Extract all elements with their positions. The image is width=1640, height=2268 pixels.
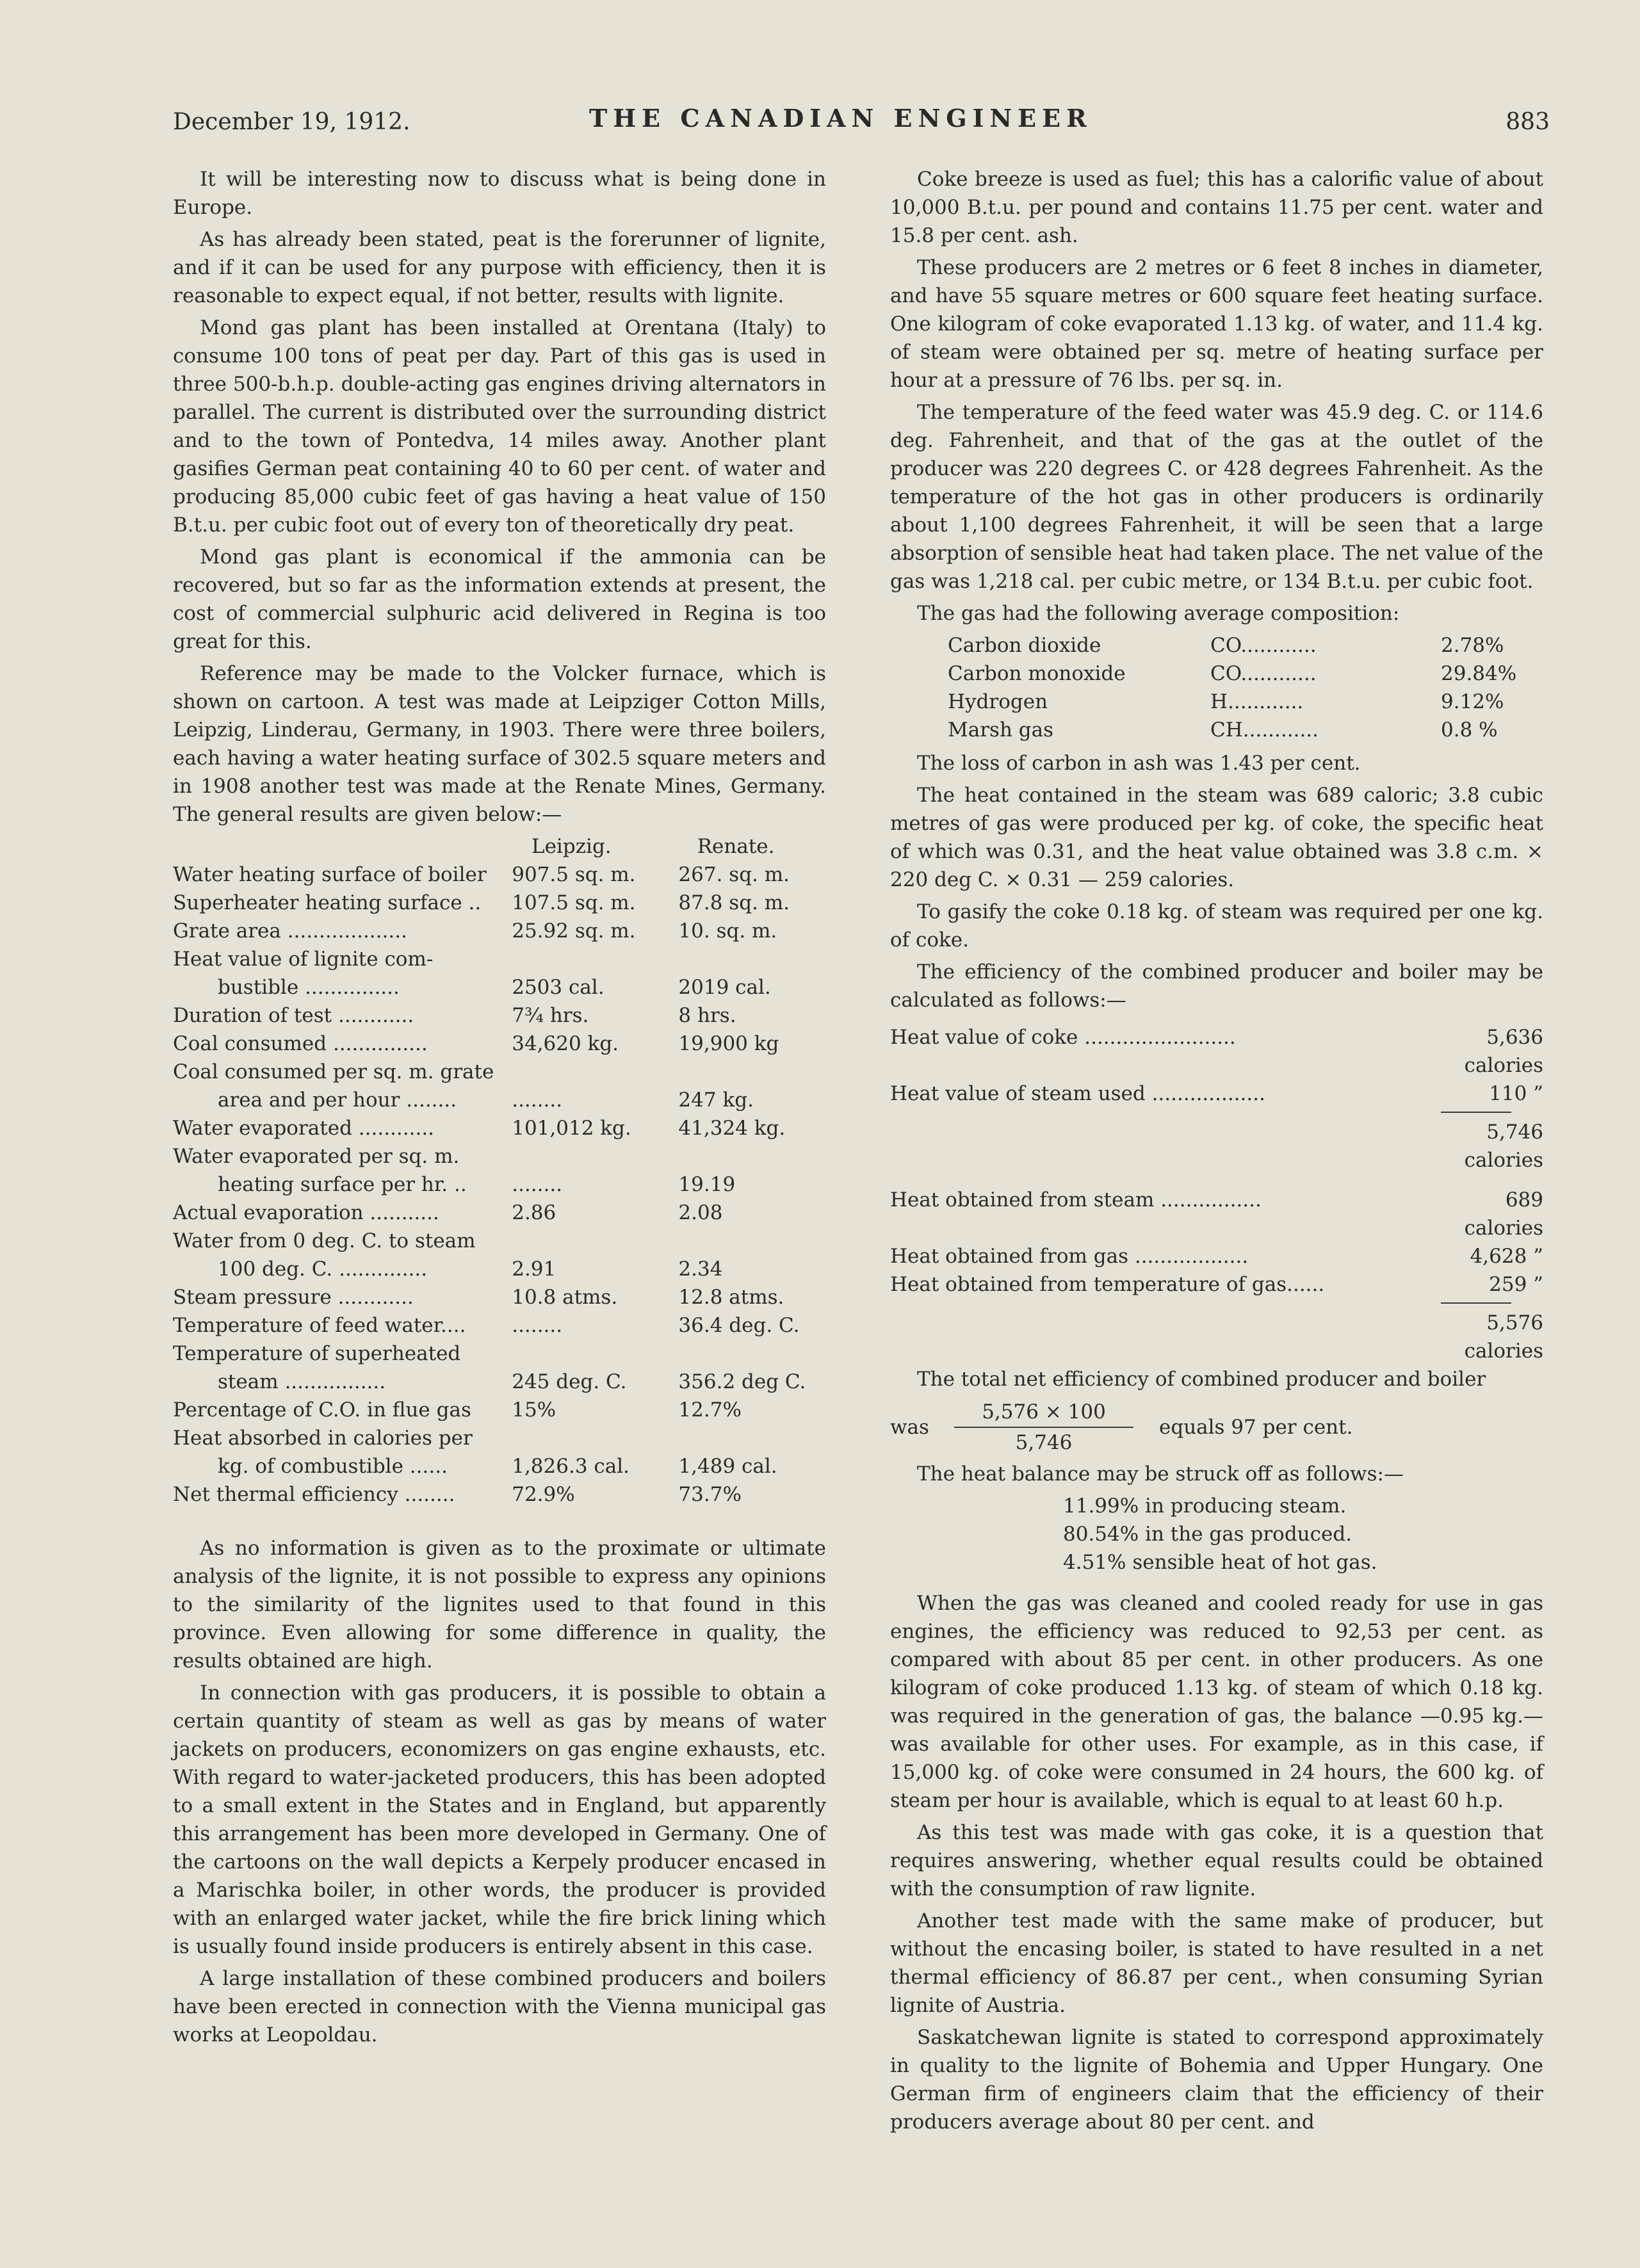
row-label (173, 1142, 499, 1199)
cell-renate: 356.2 deg C. (678, 1370, 806, 1393)
paragraph: It will be interesting now to discuss what is being done in Europe. (173, 168, 826, 219)
row-label-line: Net thermal efficiency ........ (173, 1483, 455, 1506)
gas-name: Marsh gas (948, 718, 1054, 741)
gas-formula: CH............ (1210, 718, 1319, 741)
table-row (173, 1058, 826, 1114)
row-label-line: Superheater heating surface .. (173, 891, 482, 914)
table-row (173, 1480, 826, 1509)
row-label-line: Water heating surface of boiler (173, 863, 487, 886)
sum-value: 4,628 ” (1470, 1245, 1543, 1268)
table-row (173, 1340, 826, 1396)
row-label-line: Percentage of C.O. in flue gas (173, 1398, 471, 1422)
cell-renate: 12.8 atms. (678, 1286, 784, 1309)
cell-leipzig: 1,826.3 cal. (512, 1455, 630, 1478)
issue-date: December 19, 1912. (173, 109, 410, 135)
cell-renate: 247 kg. (678, 1089, 754, 1112)
sum-rule (1441, 1302, 1511, 1304)
cell-leipzig: 7¾ hrs. (512, 1004, 589, 1027)
gas-formula: H............ (1210, 690, 1304, 713)
gas-name: Carbon monoxide (948, 662, 1126, 685)
sum-total: 5,576 calories (1464, 1311, 1543, 1363)
column-header-renate: Renate. (697, 835, 775, 858)
paragraph: The heat contained in the steam was 689 caloric; 3.8 cubic metres of gas were produced per kg. of coke, the specific heat of which was 0.31, and the heat value obtained was 3.8 c.m. × 220 deg C. × 0.31 — 259 calories. (890, 784, 1543, 891)
row-label (173, 1311, 499, 1340)
row-label-line: Heat value of lignite com- (173, 948, 434, 971)
cell-renate: 36.4 deg. C. (678, 1314, 800, 1337)
cell-renate: 2019 cal. (678, 976, 771, 999)
denominator: 5,746 (1015, 1431, 1073, 1454)
row-label-line: Actual evaporation ........... (173, 1201, 439, 1224)
sum-label: Heat value of coke ........................ (890, 1026, 1236, 1049)
paragraph: To gasify the coke 0.18 kg. of steam was required per one kg. of coke. (890, 900, 1543, 952)
paragraph: The temperature of the feed water was 45.9 deg. C. or 114.6 deg. Fahrenheit, and that of the gas at the outlet of the producer was 220 degrees C. or 428 degrees Fahrenheit. As the temperature of the hot gas in other producers is ordinarily about 1,100 degrees Fahrenheit, it will be seen that a large absorption of sensible heat had taken place. The net value of the gas was 1,218 cal. per cubic metre, or 134 B.t.u. per cubic foot. (890, 401, 1543, 593)
table-row (173, 1396, 826, 1424)
cell-leipzig: 10.8 atms. (512, 1286, 618, 1309)
right-column (890, 165, 1543, 2140)
row-label (173, 1396, 499, 1424)
table-header (173, 832, 826, 861)
fraction (948, 1397, 1140, 1457)
sum-rule (1441, 1112, 1511, 1113)
gas-formula: CO............ (1210, 662, 1317, 685)
sum-value: 689 calories (1464, 1188, 1543, 1240)
paragraph: Saskatchewan lignite is stated to correspond approximately in quality to the lignite of Bohemia and Upper Hungary. One German firm of engineers claim that the efficiency of their producers average about 80 per cent. and (890, 2026, 1543, 2134)
cell-renate: 73.7% (678, 1483, 742, 1506)
paragraph: As no information is given as to the proximate or ultimate analysis of the lignite, it is not possible to express any opinions to the similarity of the lignites used to that found in this province. Even allowing for some difference in quality, the results obtained are high. (173, 1537, 826, 1673)
row-label (173, 945, 499, 1001)
row-label (173, 1199, 499, 1227)
gas-percentage: 2.78% (1441, 634, 1504, 657)
cell-leipzig: 2.86 (512, 1201, 556, 1224)
sum-row (890, 1242, 1543, 1270)
composition-row (948, 688, 1543, 716)
row-label (173, 861, 499, 889)
sum-row (890, 1023, 1543, 1080)
sum-value: 110 ” (1489, 1082, 1543, 1105)
gas-percentage: 0.8 % (1441, 718, 1498, 741)
paragraph: Reference may be made to the Volcker furnace, which is shown on cartoon. A test was made at Leipziger Cotton Mills, Leipzig, Linderau, Germany, in 1903. There were three boilers, each having a water heating surface of 302.5 square meters and in 1908 another test was made at the Renate Mines, Germany. The general results are given below:— (173, 662, 826, 826)
row-label-line: Steam pressure ............ (173, 1286, 414, 1309)
sum-row (890, 1270, 1543, 1299)
paragraph: The efficiency of the combined producer and boiler may be calculated as follows:— (890, 960, 1543, 1012)
cell-renate: 10. sq. m. (678, 919, 777, 943)
composition-row (948, 660, 1543, 688)
table-row (173, 1030, 826, 1058)
table-row (173, 889, 826, 917)
row-label-line: heating surface per hr. .. (218, 1173, 467, 1196)
row-label (173, 1114, 499, 1142)
row-label (173, 1283, 499, 1311)
cell-renate: 2.08 (678, 1201, 723, 1224)
gas-composition-table (948, 631, 1543, 744)
paragraph: The total net efficiency of combined producer and boiler (917, 1368, 1486, 1391)
table-row (173, 1424, 826, 1480)
cell-leipzig: 15% (512, 1398, 556, 1422)
cell-renate: 41,324 kg. (678, 1117, 786, 1140)
row-label-line: area and per hour ........ (218, 1089, 457, 1112)
table-row (173, 1227, 826, 1283)
cell-leipzig: ........ (512, 1089, 563, 1112)
row-label-line: Duration of test ............ (173, 1004, 414, 1027)
heat-sum-1 (890, 1023, 1543, 1174)
sum-row (890, 1186, 1543, 1242)
cell-renate: 19,900 kg (678, 1032, 779, 1055)
efficiency-fraction (890, 1397, 1543, 1457)
cell-renate: 12.7% (678, 1398, 742, 1422)
cell-leipzig: 107.5 sq. m. (512, 891, 636, 914)
row-label-line: steam ................ (218, 1370, 386, 1393)
cell-leipzig: 25.92 sq. m. (512, 919, 636, 943)
row-label (173, 1340, 499, 1396)
paragraph: Coke breeze is used as fuel; this has a calorific value of about 10,000 B.t.u. per pound and contains 11.75 per cent. water and 15.8 per cent. ash. (890, 168, 1543, 247)
cell-renate: 19.19 (678, 1173, 736, 1196)
sum-label: Heat obtained from temperature of gas...... (890, 1273, 1325, 1296)
cell-leipzig: 245 deg. C. (512, 1370, 627, 1393)
table-row (173, 945, 826, 1001)
table-row (173, 917, 826, 945)
sum-total-row (890, 1309, 1543, 1365)
column-header-leipzig: Leipzig. (532, 835, 612, 858)
table-row (173, 1199, 826, 1227)
row-label-line: Coal consumed ............... (173, 1032, 428, 1055)
row-label-line: Temperature of feed water.... (173, 1314, 466, 1337)
sum-label: Heat obtained from steam ................ (890, 1188, 1262, 1211)
cell-renate: 2.34 (678, 1258, 723, 1281)
page-header (173, 102, 1550, 141)
gas-percentage: 9.12% (1441, 690, 1504, 713)
table-row (173, 861, 826, 889)
row-label (173, 1001, 499, 1030)
row-label-line: Heat absorbed in calories per (173, 1427, 473, 1450)
table-body (173, 861, 826, 1509)
paragraph: The heat balance may be struck off as follows:— (917, 1462, 1404, 1486)
table-row (173, 1142, 826, 1199)
cell-renate: 8 hrs. (678, 1004, 736, 1027)
row-label-line: Water evaporated per sq. m. (173, 1145, 460, 1168)
numerator: 5,576 × 100 (982, 1400, 1106, 1423)
paragraph: Mond gas plant is economical if the ammonia can be recovered, but so far as the information extends at present, the cost of commercial sulphuric acid delivered in Regina is too great for this. (173, 546, 826, 653)
gas-formula: CO............ (1210, 634, 1317, 657)
cell-renate: 267. sq. m. (678, 863, 790, 886)
paragraph: The loss of carbon in ash was 1.43 per cent. (917, 752, 1361, 775)
cell-leipzig: ........ (512, 1173, 563, 1196)
row-label-line: Grate area ................... (173, 919, 407, 943)
gas-name: Carbon dioxide (948, 634, 1101, 657)
journal-title: THE CANADIAN ENGINEER (589, 104, 1092, 133)
gas-percentage: 29.84% (1441, 662, 1517, 685)
paragraph: In connection with gas producers, it is possible to obtain a certain quantity of steam as well as gas by means of water jackets on producers, economizers on gas engine exhausts, etc. With regard to water-jacketed producers, this has been adopted to a small extent in the States and in England, but apparently this arrangement has been more developed in Germany. One of the cartoons on the wall depicts a Kerpely producer encased in a Marischka boiler, in other words, the producer is provided with an enlarged water jacket, while the fire brick lining which is usually found inside producers is entirely absent in this case. (173, 1681, 826, 1958)
cell-leipzig: 2.91 (512, 1258, 556, 1281)
composition-row (948, 631, 1543, 660)
gas-name: Hydrogen (948, 690, 1048, 713)
row-label (173, 1424, 499, 1480)
fraction-was: was (890, 1416, 929, 1439)
row-label (173, 1030, 499, 1058)
sum-row (890, 1080, 1543, 1108)
row-label (173, 1227, 499, 1283)
heat-balance-list (890, 1492, 1543, 1576)
sum-label: Heat value of steam used .................. (890, 1082, 1265, 1105)
row-label (173, 1480, 499, 1509)
table-row (173, 1283, 826, 1311)
cell-renate: 1,489 cal. (678, 1455, 777, 1478)
paragraph: As has already been stated, peat is the forerunner of lignite, and if it can be used for any purpose with efficiency, then it is reasonable to expect equal, if not better, results with lignite. (173, 228, 826, 307)
row-label (173, 1058, 499, 1114)
row-label-line: Coal consumed per sq. m. grate (173, 1060, 494, 1083)
paragraph: A large installation of these combined producers and boilers have been erected in connection with the Vienna municipal gas works at Leopoldau. (173, 1967, 826, 2046)
heat-sum-2 (890, 1186, 1543, 1365)
paragraph: Mond gas plant has been installed at Orentana (Italy) to consume 100 tons of peat per day. Part of this gas is used in three 500-b.h.p. double-acting gas engines driving alternators in parallel. The current is distributed over the surrounding district and to the town of Pontedva, 14 miles away. Another plant gasifies German peat containing 40 to 60 per cent. of water and producing 85,000 cubic feet of gas having a heat value of 150 B.t.u. per cubic foot out of every ton of theoretically dry peat. (173, 316, 826, 537)
paragraph: The gas had the following average composition: (917, 602, 1400, 625)
heat-balance-item: 4.51% sensible heat of hot gas. (1063, 1551, 1377, 1574)
test-results-table (173, 832, 826, 1509)
row-label-line: bustible ............... (218, 976, 400, 999)
paragraph: These producers are 2 metres or 6 feet 8 inches in diameter, and have 55 square metres or 600 square feet heating surface. One kilogram of coke evaporated 1.13 kg. of water, and 11.4 kg. of steam were obtained per sq. metre of heating surface per hour at a pressure of 76 lbs. per sq. in. (890, 256, 1543, 392)
fraction-result: equals 97 per cent. (1159, 1416, 1353, 1439)
paragraph: As this test was made with gas coke, it is a question that requires answering, whether equal results could be obtained with the consumption of raw lignite. (890, 1821, 1543, 1900)
row-label-line: Water from 0 deg. C. to steam (173, 1229, 476, 1252)
heat-balance-item: 11.99% in producing steam. (1063, 1494, 1347, 1518)
cell-leipzig: 101,012 kg. (512, 1117, 631, 1140)
sum-total-row (890, 1118, 1543, 1174)
row-label-line: kg. of combustible ...... (218, 1455, 448, 1478)
table-row (173, 1311, 826, 1340)
left-column (173, 165, 826, 2053)
sum-label: Heat obtained from gas .................. (890, 1245, 1249, 1268)
heat-balance-item: 80.54% in the gas produced. (1063, 1523, 1352, 1546)
paragraph: When the gas was cleaned and cooled ready for use in gas engines, the efficiency was reduced to 92,53 per cent. as compared with about 85 per cent. in other producers. As one kilogram of coke produced 1.13 kg. of steam of which 0.18 kg. was required in the generation of gas, the balance —0.95 kg.—was available for other uses. For example, as in this case, if 15,000 kg. of coke were consumed in 24 hours, the 600 kg. of steam per hour is available, which is equal to at least 60 h.p. (890, 1592, 1543, 1812)
table-row (173, 1114, 826, 1142)
cell-leipzig: 2503 cal. (512, 976, 605, 999)
table-row (173, 1001, 826, 1030)
row-label (173, 889, 499, 917)
sum-total: 5,746 calories (1464, 1121, 1543, 1172)
cell-leipzig: 907.5 sq. m. (512, 863, 636, 886)
row-label (173, 917, 499, 945)
cell-leipzig: ........ (512, 1314, 563, 1337)
sum-value: 259 ” (1489, 1273, 1543, 1296)
row-label-line: Water evaporated ............ (173, 1117, 435, 1140)
sum-value: 5,636 calories (1464, 1026, 1543, 1077)
cell-leipzig: 34,620 kg. (512, 1032, 619, 1055)
row-label-line: 100 deg. C. .............. (218, 1258, 428, 1281)
composition-row (948, 716, 1543, 744)
row-label-line: Temperature of superheated (173, 1342, 461, 1365)
cell-leipzig: 72.9% (512, 1483, 575, 1506)
page-number: 883 (1506, 109, 1550, 135)
paragraph: Another test made with the same make of producer, but without the encasing boiler, is stated to have resulted in a net thermal efficiency of 86.87 per cent., when consuming Syrian lignite of Austria. (890, 1909, 1543, 2017)
cell-renate: 87.8 sq. m. (678, 891, 790, 914)
